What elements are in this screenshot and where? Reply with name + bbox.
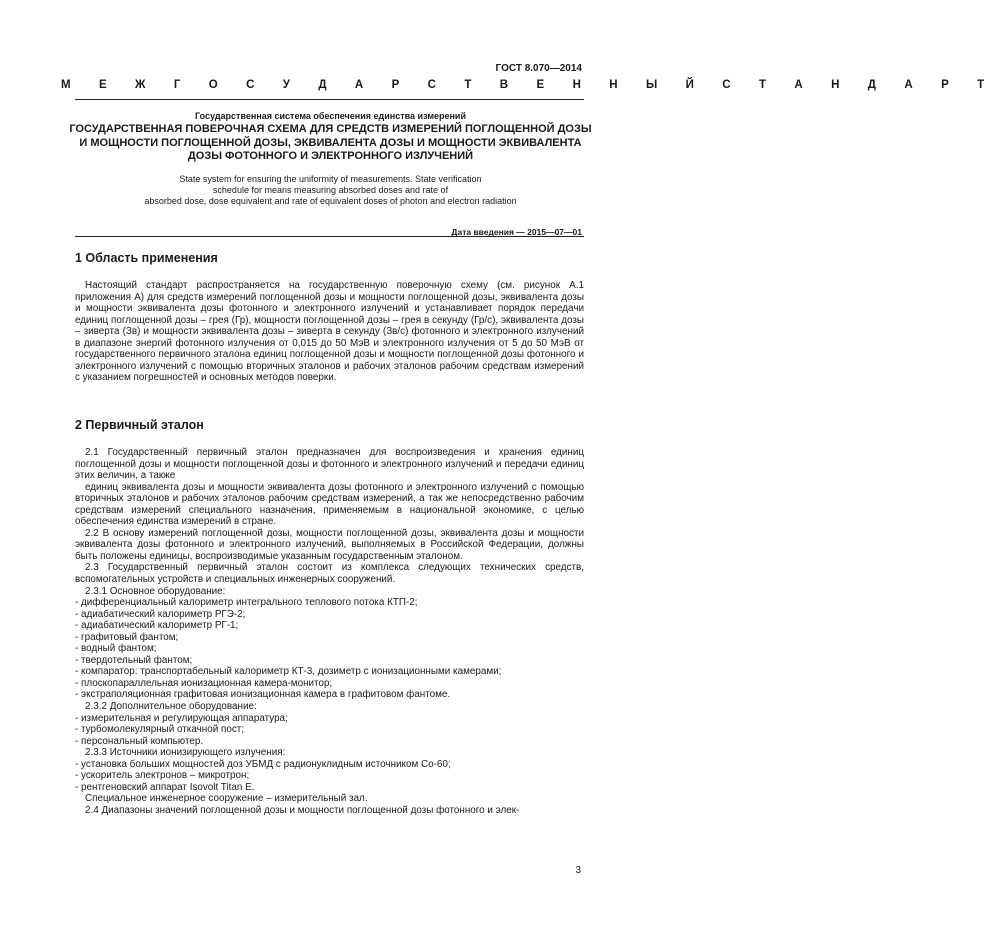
document-title <box>40 123 621 164</box>
radiation-sources-list <box>75 759 584 794</box>
page-number: 3 <box>575 865 581 876</box>
title-subtitle: Государственная система обеспечения единства измерений <box>195 111 466 121</box>
section-heading-scope: 1 Область применения <box>75 251 218 265</box>
english-title-line: absorbed dose, dose equivalent and rate of equivalent doses of photon and electron radiation <box>144 196 517 207</box>
english-title-line: State system for ensuring the uniformity of measurements. State verification <box>179 174 482 184</box>
special-facility: Специальное инженерное сооружение – измерительный зал. <box>85 793 368 805</box>
interstate-standard-label: М Е Ж Г О С У Д А Р С Т В Е Н Н Ы Й С Т А Н Д А Р Т <box>61 79 997 91</box>
subsection-2-3-2: 2.3.2 Дополнительное оборудование: <box>85 701 257 713</box>
paragraph-2-2: 2.2 В основу измерений поглощенной дозы, мощности поглощенной дозы, эквивалента дозы и мощности эквивалента дозы фотонного и электронного излучений, выполняемых в Российской Федерации, должны быть положены единицы, воспроизводимые указанным государственным эталоном. <box>75 527 584 562</box>
list-item: - водный фантом; <box>75 643 157 655</box>
main-equipment-list <box>75 597 584 701</box>
header-rule <box>75 99 584 100</box>
gost-code: ГОСТ 8.070—2014 <box>495 63 582 74</box>
extra-equipment-list <box>75 713 584 748</box>
title-line: ГОСУДАРСТВЕННАЯ ПОВЕРОЧНАЯ СХЕМА ДЛЯ СРЕДСТВ ИЗМЕРЕНИЙ ПОГЛОЩЕННОЙ ДОЗЫ <box>69 123 592 135</box>
paragraph-2-3: 2.3 Государственный первичный эталон состоит из комплекса следующих технических средств, вспомогательных устройств и специальных инженерных сооружений. <box>75 562 584 586</box>
list-item: - графитовый фантом; <box>75 631 179 643</box>
title-line: И МОЩНОСТИ ПОГЛОЩЕННОЙ ДОЗЫ, ЭКВИВАЛЕНТА ДОЗЫ И МОЩНОСТИ ЭКВИВАЛЕНТА <box>79 136 582 149</box>
section-primary-body <box>75 447 584 817</box>
list-item: - рентгеновский аппарат Isovolt Titan E. <box>75 781 255 793</box>
paragraph-2-4: 2.4 Диапазоны значений поглощенной дозы и мощности поглощенной дозы фотонного и элек- <box>85 804 520 816</box>
introduction-date: Дата введения — 2015—07—01 <box>451 227 582 237</box>
english-title <box>60 174 601 208</box>
list-item: - адиабатический калориметр РГ-1; <box>75 620 239 632</box>
english-title-line: schedule for means measuring absorbed doses and rate of <box>212 185 449 196</box>
subsection-2-3-1-label: 2.3.1 Основное оборудование: <box>85 585 226 597</box>
section-heading-primary-standard: 2 Первичный эталон <box>75 418 204 432</box>
list-item: - установка больших мощностей доз УБМД с радионуклидным источником Со-60; <box>75 758 451 770</box>
subsection-2-3-3: 2.3.3 Источники ионизирующего излучения: <box>85 747 286 759</box>
title-block <box>40 111 621 164</box>
list-item: - плоскопараллельная ионизационная камера-монитор; <box>75 677 333 689</box>
list-item: - измерительная и регулирующая аппаратура; <box>75 712 288 724</box>
section-scope-body <box>75 280 584 384</box>
list-item: - твердотельный фантом; <box>75 654 193 666</box>
list-item: - дифференциальный калориметр интегрального теплового потока КТП-2; <box>75 597 418 609</box>
scope-paragraph: Настоящий стандарт распространяется на государственную поверочную схему (см. рисунок А.1 приложения А) для средств измерений поглощенной дозы и мощности поглощенной дозы, эквивалента дозы и мощности эквивалента дозы фотонного и электронного излучений и устанавливает порядок передачи единиц поглощенной дозы – грея (Гр), мощности поглощенной дозы – грея в секунду (Гр/с), эквивалента дозы – зиверта (Зв) и мощности эквивалента дозы – зиверта в секунду (Зв/с) фотонного и электронного излучений в диапазоне энергий фотонного излучения от 0,015 до 50 МэВ и электронного излучения от 5 до 50 МэВ от государственного первичного эталона единиц поглощенной дозы и мощности поглощенной дозы фотонного и электронного излучений с помощью вторичных эталонов и рабочих эталонов рабочим средствам измерений с указанием погрешностей и основных методов поверки. <box>75 280 584 384</box>
list-item: - ускоритель электронов – микротрон; <box>75 770 250 782</box>
title-line: ДОЗЫ ФОТОННОГО И ЭЛЕКТРОННОГО ИЗЛУЧЕНИЙ <box>187 150 474 162</box>
list-item: - персональный компьютер. <box>75 735 204 747</box>
paragraph-2-1-cont: единиц эквивалента дозы и мощности эквивалента дозы фотонного и электронного излучений с помощью вторичных эталонов и рабочих эталонов рабочим средствам измерений, а так же непосредственно рабочим средствам измерений специального назначения, применяемым в национальной экономике, с целью обеспечения единства измерений в стране. <box>75 481 584 528</box>
list-item: - компаратор: транспортабельный калориметр КТ-3, дозиметр с ионизационными камерами; <box>75 666 502 678</box>
list-item: - адиабатический калориметр РГЭ-2; <box>75 608 246 620</box>
date-rule <box>75 236 584 237</box>
list-item: - экстраполяционная графитовая ионизационная камера в графитовом фантоме. <box>75 689 451 701</box>
list-item: - турбомолекулярный откачной пост; <box>75 724 245 736</box>
subsection-2-3-1 <box>75 586 584 598</box>
paragraph-2-1: 2.1 Государственный первичный эталон предназначен для воспроизведения и хранения единиц поглощенной дозы и мощности поглощенной дозы и фотонного и электронного излучений и передачи единиц этих величин, а также <box>75 447 584 482</box>
